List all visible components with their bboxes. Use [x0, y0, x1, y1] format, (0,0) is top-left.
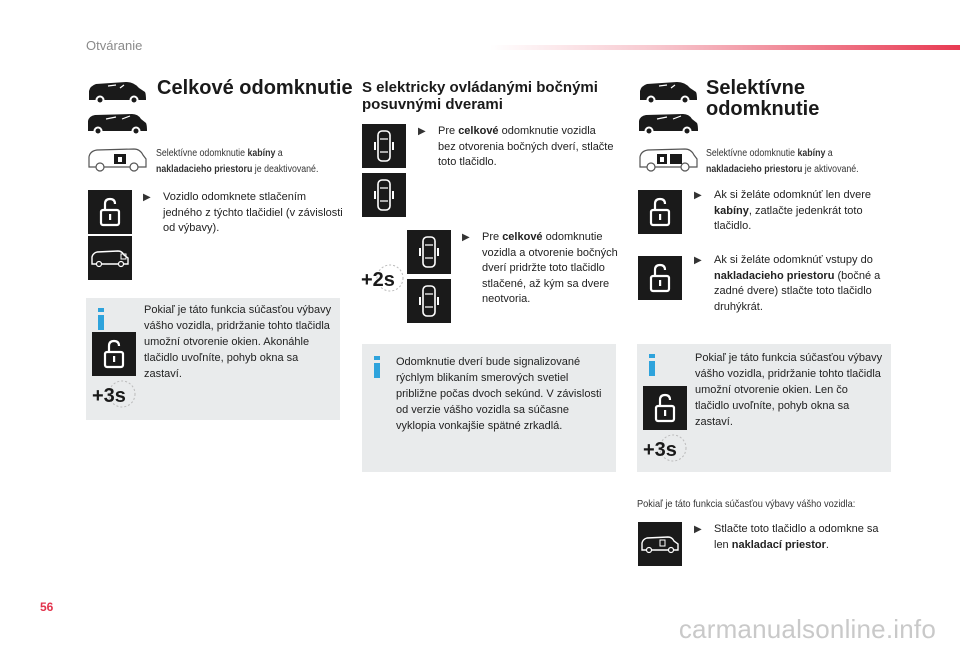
timer-icon: [360, 262, 408, 294]
padlock-open-icon: [649, 263, 671, 293]
van-unlock-icon: [90, 247, 130, 269]
van-side-icon: [637, 111, 699, 137]
van-side-icon: [86, 111, 148, 137]
col3-info-text: Pokiaľ je táto funkcia súčasťou výbavy vášho vozidla, pridržanie tohto tlačidla umožní otvorenie okien. Len čo tlačidlo uvoľníte, pohyb okna sa zastaví.: [695, 352, 883, 428]
unlock-key-button[interactable]: [643, 386, 687, 430]
bullet-arrow-icon: ▶: [418, 126, 426, 137]
unlock-key-button[interactable]: [638, 190, 682, 234]
side-door-button[interactable]: [407, 230, 451, 274]
padlock-open-icon: [103, 339, 125, 369]
col3-title: Selektívne odomknutie: [706, 77, 820, 120]
bullet-arrow-icon: ▶: [694, 524, 702, 535]
padlock-open-icon: [654, 393, 676, 423]
col2-bullet-1: ▶ Pre celkové odomknutie vozidla bez otvorenia bočných dverí, stlačte toto tlačidlo.: [418, 125, 614, 168]
section-title: Otváranie: [86, 38, 143, 53]
car-top-doors-icon: [417, 284, 441, 318]
col2-title: S elektricky ovládanými bočnými posuvnými dverami: [362, 79, 598, 113]
car-top-doors-icon: [417, 235, 441, 269]
unlock-van-button[interactable]: [88, 236, 132, 280]
col2-info-box: [362, 344, 616, 472]
col3-bullet-2: ▶ Ak si želáte odomknúť vstupy do nakladacieho priestoru (bočné a zadné dvere) stlačte toto tlačidlo druhýkrát.: [694, 254, 881, 313]
col1-bullet: ▶ Vozidlo odomknete stlačením jedného z týchto tlačidiel (v závislosti od výbavy).: [143, 191, 343, 234]
col3-caption: Selektívne odomknutie kabíny a nakladacieho priestoru je aktivované.: [706, 148, 859, 175]
col3-info-box: [637, 344, 891, 472]
padlock-open-icon: [649, 197, 671, 227]
bullet-arrow-icon: ▶: [694, 190, 702, 201]
col1-caption: Selektívne odomknutie kabíny a nakladacieho priestoru je deaktivované.: [156, 148, 319, 175]
col2-info-text: Odomknutie dverí bude signalizované rýchlym blikaním smerových svetiel približne počas dvoch sekúnd. V závislosti od verzie vášho vozidla sa súčasne vyklopia vonkajšie spätné zrkadlá.: [396, 356, 602, 432]
timer-icon: [90, 378, 142, 410]
car-top-doors-icon: [372, 178, 396, 212]
col3-bullet-3: ▶ Stlačte toto tlačidlo a odomkne sa len nakladací priestor.: [694, 523, 879, 551]
col1-info-box: [86, 298, 340, 420]
col3-bullet-1: ▶ Ak si želáte odomknúť len dvere kabíny, zatlačte jedenkrát toto tlačidlo.: [694, 189, 871, 232]
padlock-open-icon: [99, 197, 121, 227]
col1-title: Celkové odomknutie: [157, 77, 353, 99]
col3-note: Pokiaľ je táto funkcia súčasťou výbavy vášho vozidla:: [637, 498, 856, 510]
van-side-icon: [86, 80, 148, 106]
timer-label: +3s: [92, 385, 126, 407]
timer-icon: [641, 432, 693, 464]
unlock-cargo-button[interactable]: [638, 522, 682, 566]
bullet-arrow-icon: ▶: [462, 232, 470, 243]
car-top-doors-icon: [372, 129, 396, 163]
side-door-button[interactable]: [407, 279, 451, 323]
side-door-button[interactable]: [362, 173, 406, 217]
info-icon: [374, 356, 380, 378]
watermark: carmanualsonline.info: [678, 614, 936, 644]
timer-label: +3s: [643, 439, 677, 461]
bullet-arrow-icon: ▶: [694, 255, 702, 266]
timer-label: +2s: [361, 269, 395, 291]
page-number: 56: [40, 600, 54, 614]
side-door-button[interactable]: [362, 124, 406, 168]
unlock-key-button[interactable]: [88, 190, 132, 234]
info-icon: [98, 308, 104, 330]
van-outline-icon: [86, 146, 148, 174]
van-unlock-icon: [640, 533, 680, 555]
unlock-key-button[interactable]: [92, 332, 136, 376]
col1-info-text: Pokiaľ je táto funkcia súčasťou výbavy vášho vozidla, pridržanie tohto tlačidla umožní otvorenie okien. Akonáhle tlačidlo uvoľníte, pohyb okna sa zastaví.: [144, 304, 332, 380]
bullet-arrow-icon: ▶: [143, 192, 151, 203]
van-side-icon: [637, 80, 699, 106]
col2-bullet-2: ▶ Pre celkové odomknutie vozidla a otvorenie bočných dverí pridržte toto tlačidlo stlačené, až kým sa dvere neotvoria.: [462, 231, 618, 305]
info-icon: [649, 354, 655, 376]
van-outline-icon: [637, 146, 699, 174]
header-rule: [490, 45, 960, 50]
unlock-key-button[interactable]: [638, 256, 682, 300]
